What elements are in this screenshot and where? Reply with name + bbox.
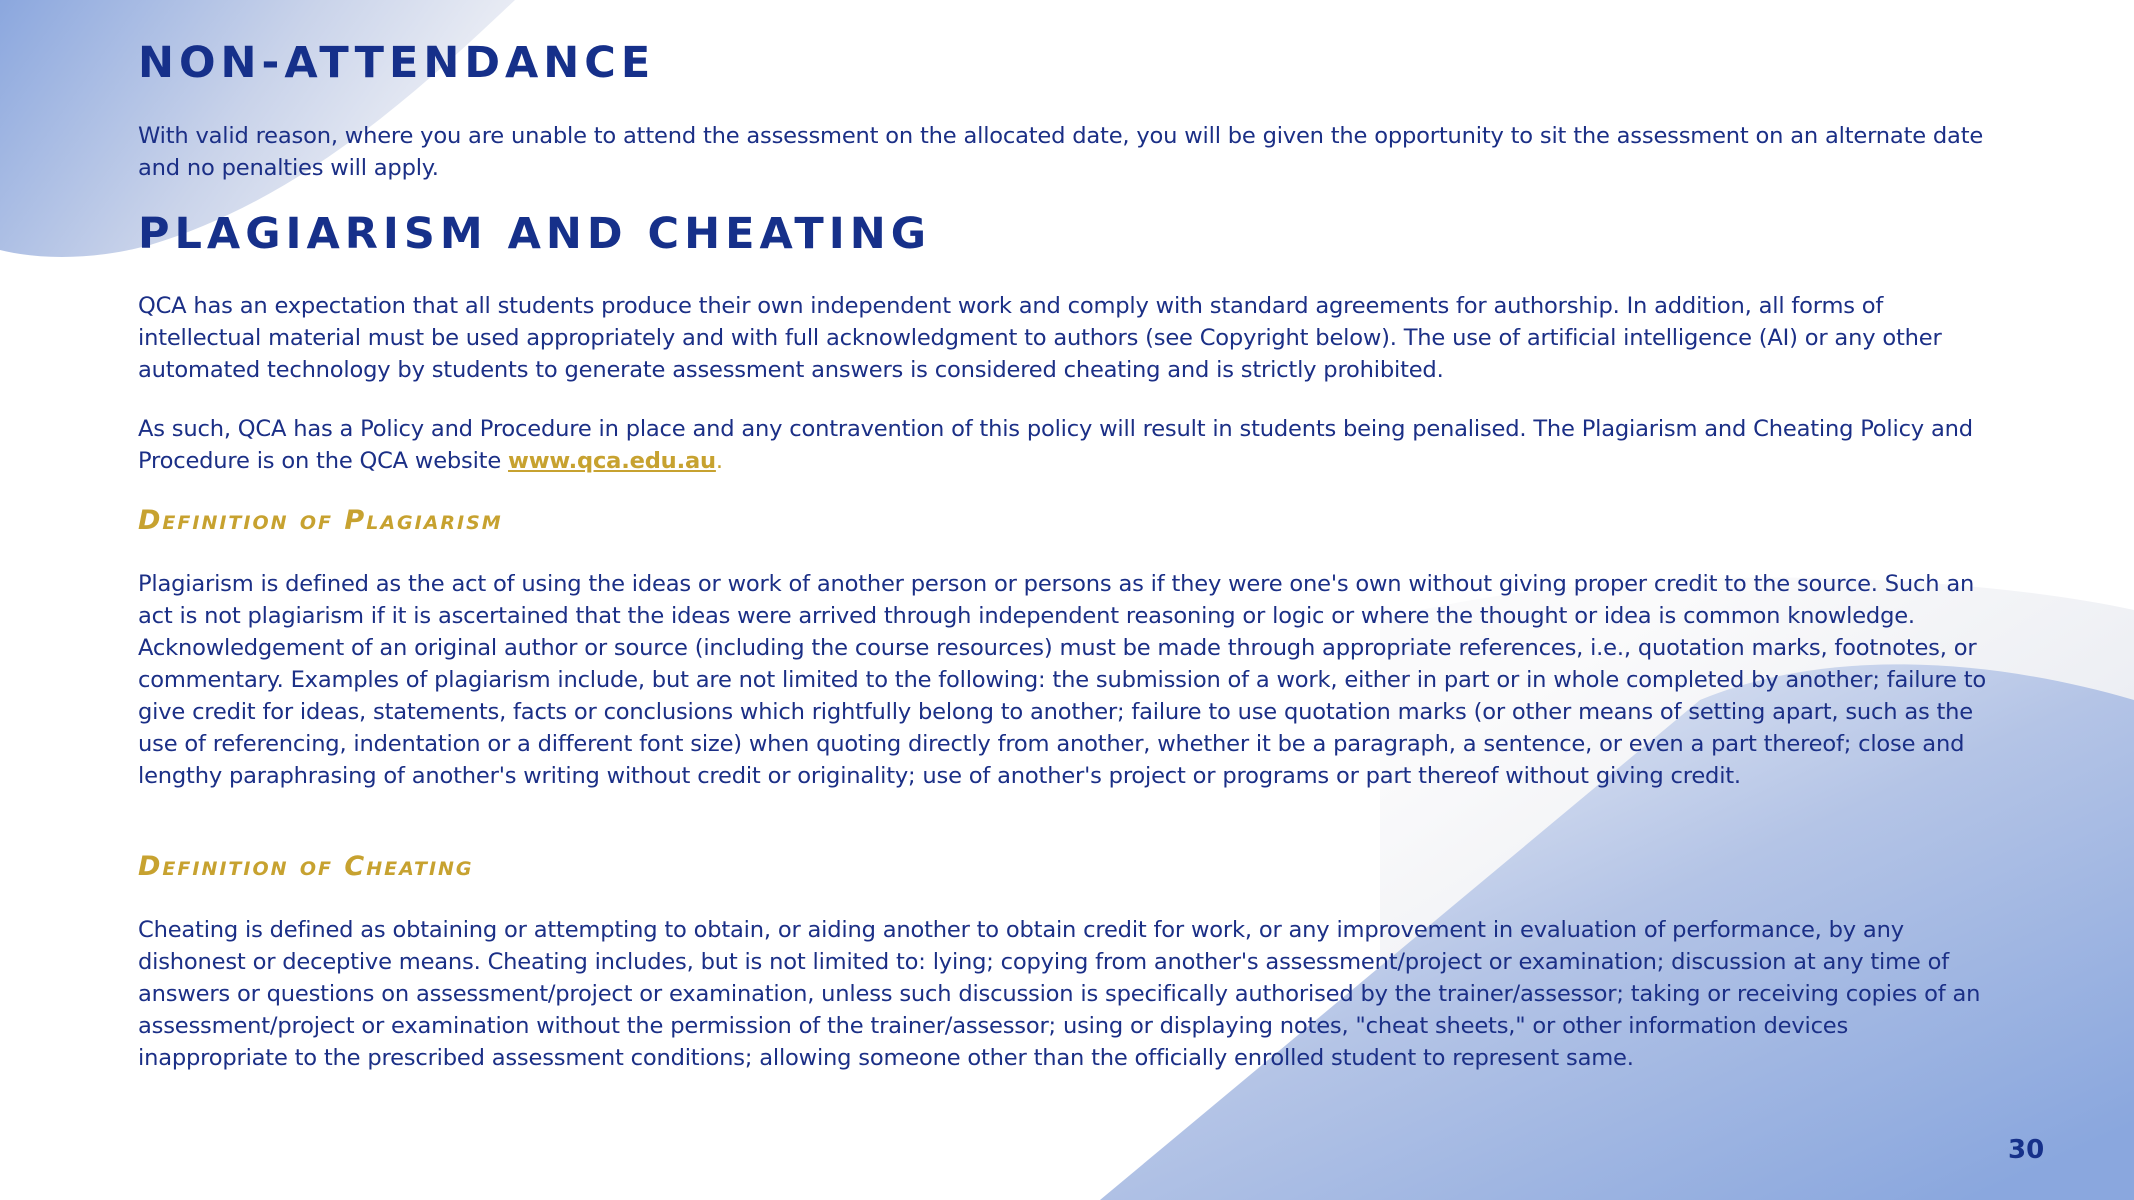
definition-cheating-paragraph: Cheating is defined as obtaining or attempting to obtain, or aiding another to obtain credit for work, or any improvement in evaluation of performance, by any dishonest or deceptive means. Cheating includes, but is not limited to: lying; copying from another's assessment/project or examination; discussion at any time of answers or questions on assessment/project or examination, unless such discussion is specifically authorised by the trainer/assessor; taking or receiving copies of an assessment/project or examination without the permission of the trainer/assessor; using or displaying notes, "cheat sheets," or other information devices inappropriate to the prescribed assessment conditions; allowing someone other than the officially enrolled student to represent same. <box>138 917 1981 1071</box>
heading-definition-cheating: Definition of Cheating <box>138 851 474 882</box>
heading-non-attendance: NON-ATTENDANCE <box>138 38 656 88</box>
paragraph-2-end: . <box>715 448 723 474</box>
paragraph-2-text: As such, QCA has a Policy and Procedure in place and any contravention of this policy will result in students being penalised. The Plagiarism and Cheating Policy and Procedure is on the QCA website <box>138 416 1973 474</box>
heading-plagiarism-cheating: PLAGIARISM AND CHEATING <box>138 209 932 259</box>
plagiarism-cheating-paragraph-1: QCA has an expectation that all students produce their own independent work and comply with standard agreements for authorship. In addition, all forms of intellectual material must be used appropriately and with full acknowledgment to authors (see Copyright below). The use of artificial intelligence (AI) or any other automated technology by students to generate assessment answers is considered cheating and is strictly prohibited. <box>138 293 1942 383</box>
definition-plagiarism-paragraph: Plagiarism is defined as the act of using the ideas or work of another person or persons as if they were one's own without giving proper credit to the source. Such an act is not plagiarism if it is ascertained that the ideas were arrived through independent reasoning or logic or where the thought or idea is common knowledge. Acknowledgement of an original author or source (including the course resources) must be made through appropriate references, i.e., quotation marks, footnotes, or commentary. Examples of plagiarism include, but are not limited to the following: the submission of a work, either in part or in whole completed by another; failure to give credit for ideas, statements, facts or conclusions which rightfully belong to another; failure to use quotation marks (or other means of setting apart, such as the use of referencing, indentation or a different font size) when quoting directly from another, whether it be a paragraph, a sentence, or even a part thereof; close and lengthy paraphrasing of another's writing without credit or originality; use of another's project or programs or part thereof without giving credit. <box>138 571 1986 789</box>
non-attendance-paragraph: With valid reason, where you are unable to attend the assessment on the allocated date, you will be given the opportunity to sit the assessment on an alternate date and no penalties will apply. <box>138 123 1984 181</box>
heading-definition-plagiarism: Definition of Plagiarism <box>138 505 503 536</box>
plagiarism-cheating-paragraph-2 <box>138 413 1998 477</box>
page-number: 30 <box>2008 1135 2045 1165</box>
qca-website-link[interactable]: www.qca.edu.au <box>508 448 716 474</box>
